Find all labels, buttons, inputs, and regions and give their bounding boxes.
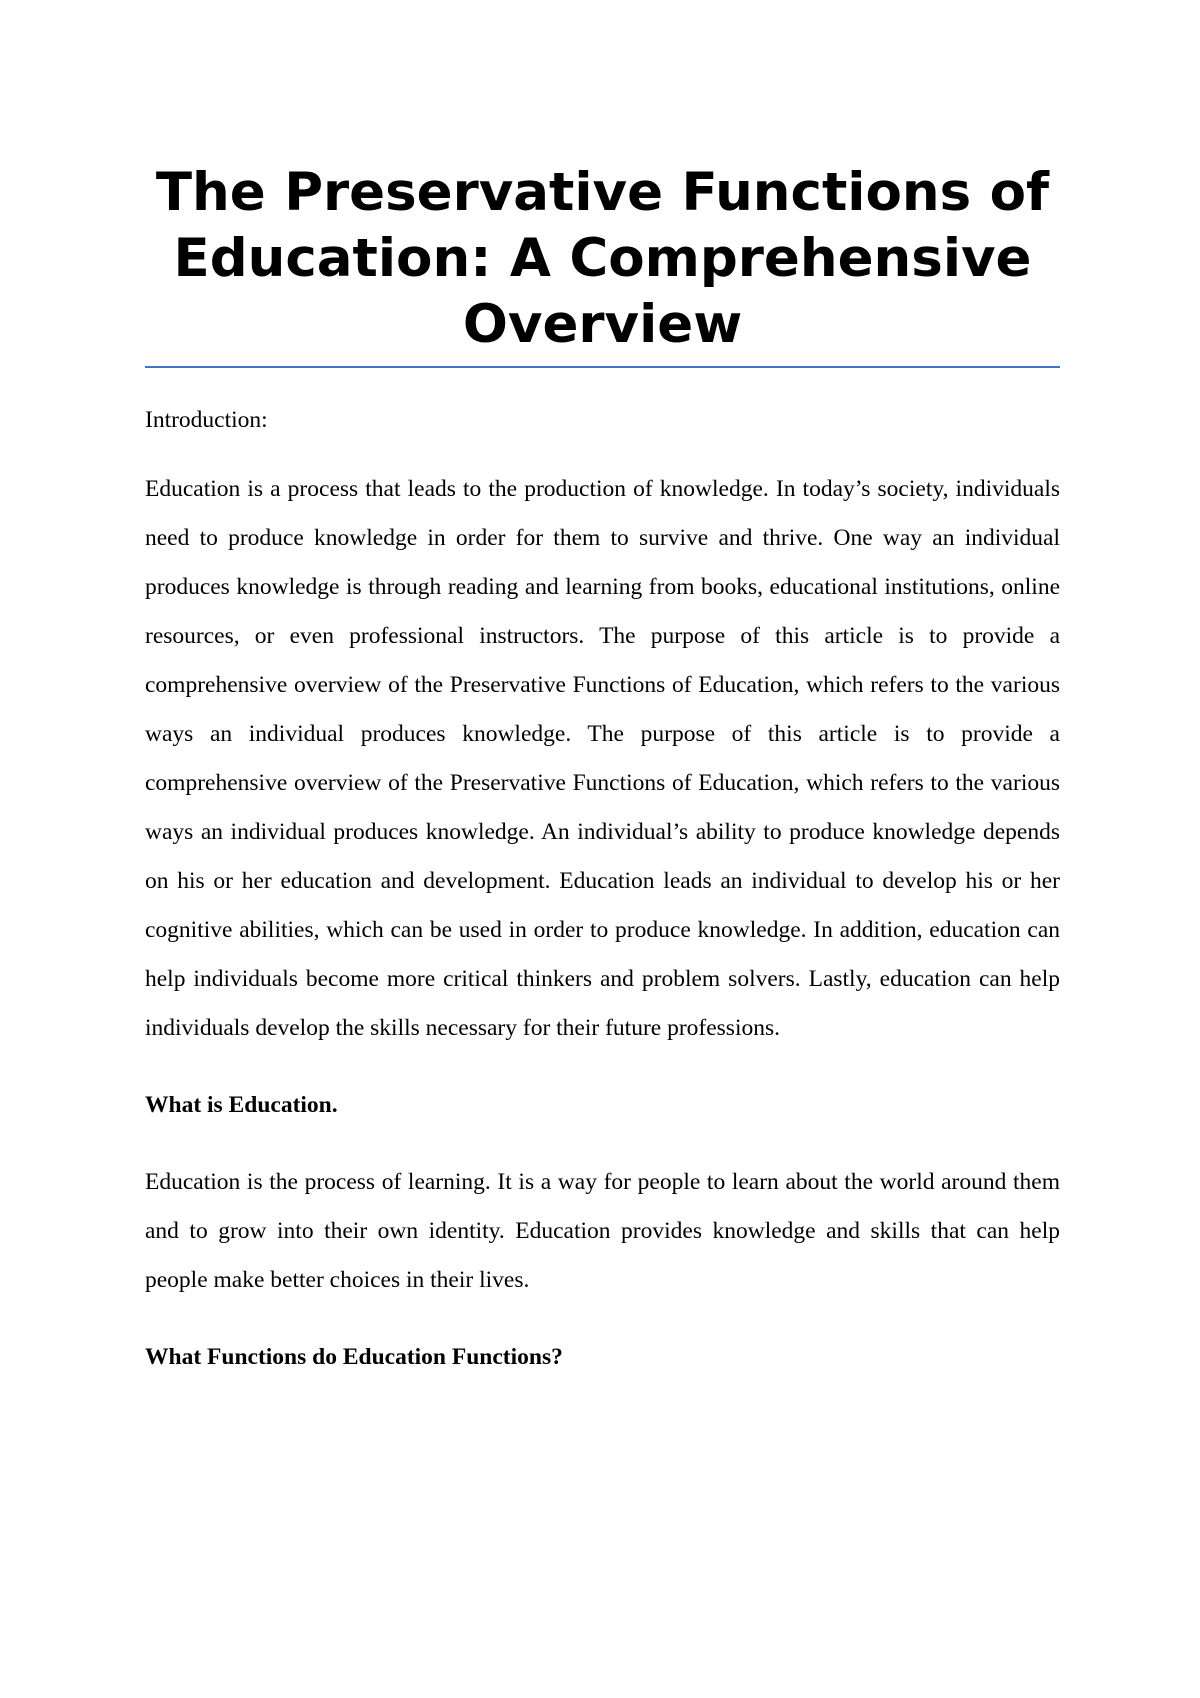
title-underline (145, 366, 1060, 368)
intro-label: Introduction: (145, 407, 268, 433)
document-title: The Preservative Functions of Education: A Comprehensive Overview (155, 162, 1050, 355)
section-paragraph-what-is-education: Education is the process of learning. It is a way for people to learn about the world around them and to grow into their own identity. Education provides knowledge and skills that can help people make better choices in their lives. (145, 1169, 1060, 1293)
section-heading-education-functions: What Functions do Education Functions? (145, 1344, 563, 1370)
intro-paragraph: Education is a process that leads to the production of knowledge. In today’s society, individuals need to produce knowledge in order for them to survive and thrive. One way an individual produces knowledge is through reading and learning from books, educational institutions, online resources, or even professional instructors. The purpose of this article is to provide a comprehensive overview of the Preservative Functions of Education, which refers to the various ways an individual produces knowledge. The purpose of this article is to provide a comprehensive overview of the Preservative Functions of Education, which refers to the various ways an individual produces knowledge. An individual’s ability to produce knowledge depends on his or her education and development. Education leads an individual to develop his or her cognitive abilities, which can be used in order to produce knowledge. In addition, education can help individuals become more critical thinkers and problem solvers. Lastly, education can help individuals develop the skills necessary for their future professions. (145, 476, 1060, 1041)
document-page (145, 160, 1060, 1410)
section-heading-what-is-education: What is Education. (145, 1092, 338, 1118)
